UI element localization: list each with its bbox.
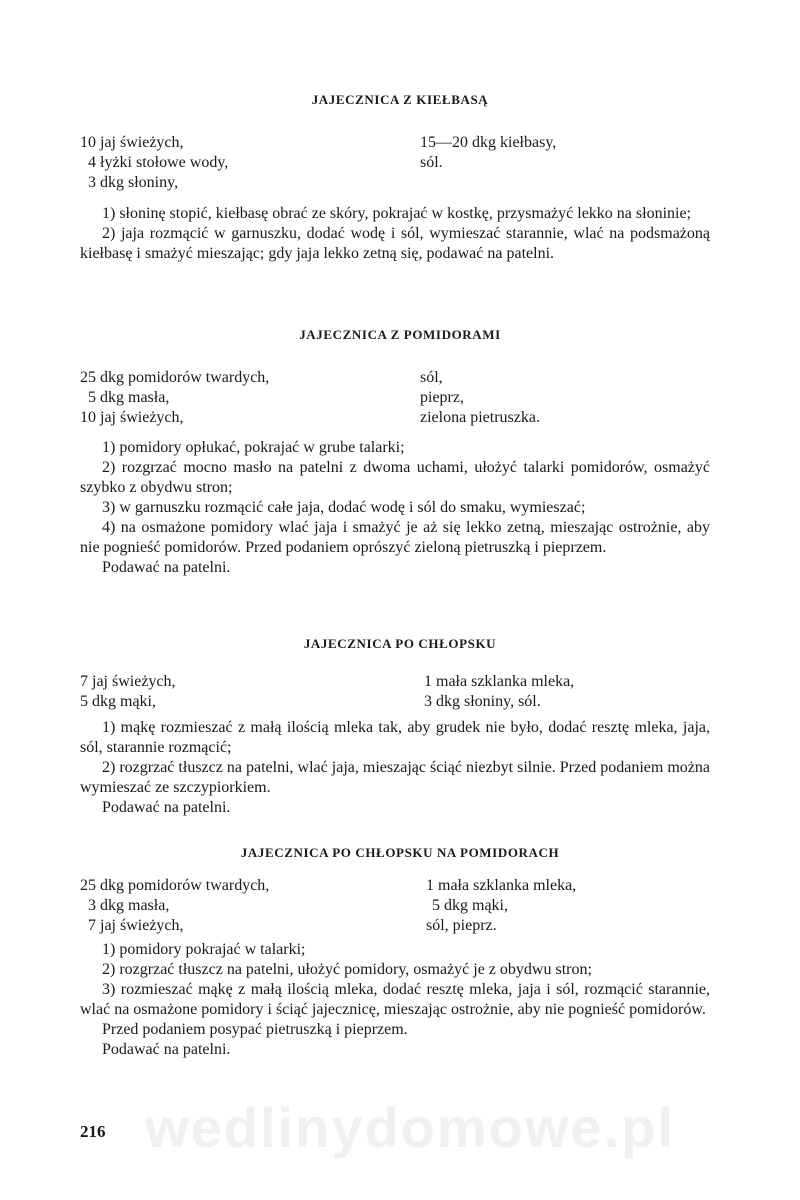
ingredient: sól, [420,369,443,386]
step: Podawać na patelni. [102,1041,231,1058]
ingredients-right [426,876,576,936]
ingredient: sól. [420,154,443,171]
recipe-title: JAJECZNICA Z KIEŁBASĄ [311,92,489,107]
step: 3) w garnuszku rozmącić całe jaja, dodać wodę i sól do smaku, wymieszać; [102,499,586,516]
step: 1) pomidory pokrajać w talarki; [102,941,306,958]
ingredients-left [80,876,269,936]
page-number: 216 [80,1122,106,1141]
recipe-steps [80,940,710,1060]
ingredient: 7 jaj świeżych, [88,917,184,934]
ingredients-left [80,672,176,712]
ingredient: zielona pietruszka. [420,409,540,426]
ingredient: 25 dkg pomidorów twardych, [80,877,270,894]
ingredients-left [80,368,269,428]
ingredients-right [424,672,574,712]
recipe-title: JAJECZNICA Z POMIDORAMI [299,327,501,342]
ingredient: 15—20 dkg kiełbasy, [420,134,557,151]
ingredient: 3 dkg masła, [88,897,170,914]
ingredient: 10 jaj świeżych, [80,134,184,151]
ingredient: 10 jaj świeżych, [80,409,184,426]
watermark: wedlinydomowe.pl [145,1096,675,1159]
step: 3) rozmieszać mąkę z małą ilością mleka, dodać resztę mleka, jaja i sól, rozmącić starannie, wlać na osmażone pomidory i ściąć jajecznicę, mieszając ostrożnie, aby nie pognieść pomidorów. [80,981,710,1018]
step: 1) mąkę rozmieszać z małą ilością mleka tak, aby grudek nie było, dodać resztę mleka, jaja, sól, starannie rozmącić; [80,719,710,756]
step: Podawać na patelni. [102,799,231,816]
step: 2) rozgrzać mocno masło na patelni z dwoma uchami, ułożyć talarki pomidorów, osmażyć szybko z obydwu stron; [80,459,710,496]
ingredient: 1 mała szklanka mleka, [426,877,577,894]
recipe-title: JAJECZNICA PO CHŁOPSKU NA POMIDORACH [240,845,560,860]
ingredient: 5 dkg mąki, [432,897,508,914]
ingredient: 7 jaj świeżych, [80,673,176,690]
recipe-steps [80,438,710,578]
ingredient: 4 łyżki stołowe wody, [88,154,229,171]
recipe-title: JAJECZNICA PO CHŁOPSKU [303,636,497,651]
step: 2) jaja rozmącić w garnuszku, dodać wodę i sól, wymieszać starannie, wlać na podsmażoną kiełbasę i smażyć mieszając; gdy jaja lekko zetną się, podawać na patelni. [80,225,710,262]
ingredients-left [80,133,228,193]
ingredient: 3 dkg słoniny, sól. [424,693,541,710]
step: 4) na osmażone pomidory wlać jaja i smażyć je aż się lekko zetną, mieszając ostrożnie, aby nie pognieść pomidorów. Przed podaniem oprószyć zieloną pietruszką i pieprzem. [80,519,710,556]
step: 2) rozgrzać tłuszcz na patelni, wlać jaja, mieszając ściąć niezbyt silnie. Przed podaniem można wymieszać ze szczypiorkiem. [80,759,710,796]
step: Przed podaniem posypać pietruszką i pieprzem. [102,1021,408,1038]
recipe-steps [80,204,710,264]
ingredient: sól, pieprz. [426,917,497,934]
ingredient: pieprz, [420,389,464,406]
ingredient: 5 dkg masła, [88,389,170,406]
ingredient: 3 dkg słoniny, [88,174,179,191]
step: 2) rozgrzać tłuszcz na patelni, ułożyć pomidory, osmażyć je z obydwu stron; [102,961,592,978]
recipe-steps [80,718,710,818]
step: 1) pomidory opłukać, pokrajać w grube talarki; [102,439,405,456]
ingredient: 1 mała szklanka mleka, [424,673,575,690]
ingredients-right [420,368,540,428]
step: Podawać na patelni. [102,559,231,576]
ingredients-right [420,133,556,173]
ingredient: 5 dkg mąki, [80,693,156,710]
step: 1) słoninę stopić, kiełbasę obrać ze skóry, pokrajać w kostkę, przysmażyć lekko na słoninie; [102,205,692,222]
ingredient: 25 dkg pomidorów twardych, [80,369,270,386]
